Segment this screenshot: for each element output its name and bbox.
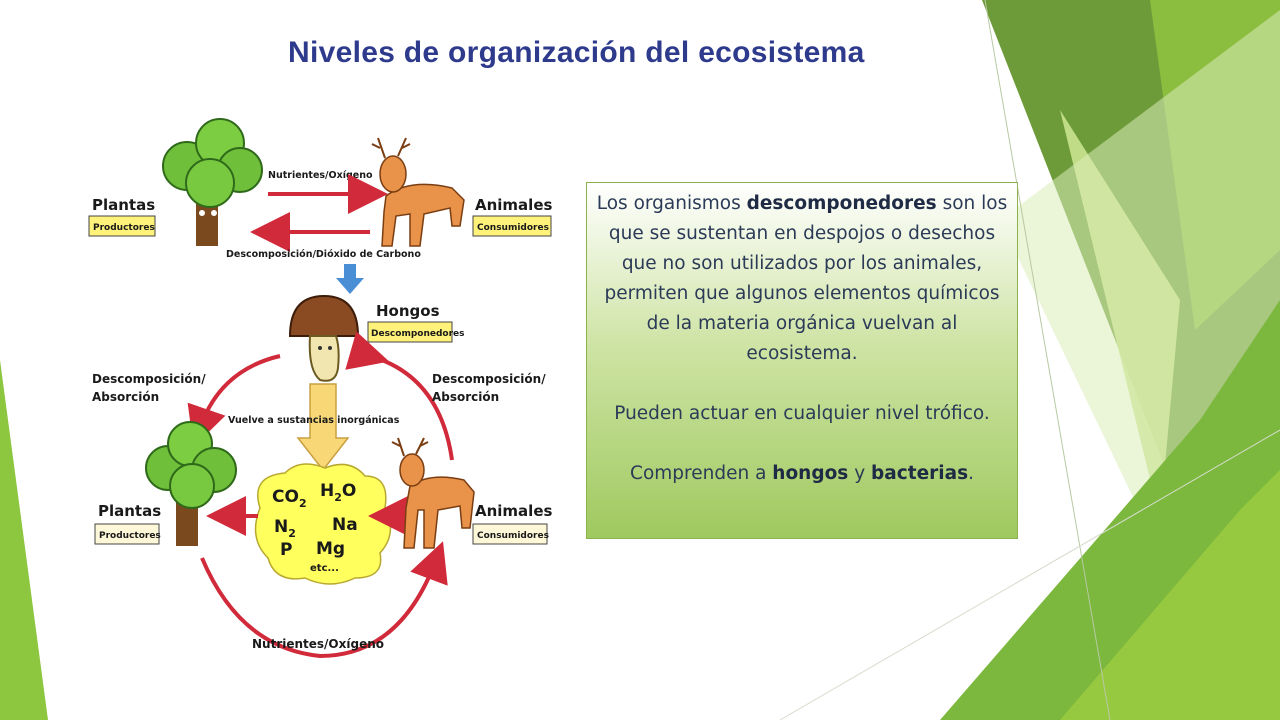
right-cycle-label-2: Absorción: [432, 390, 500, 404]
bacteria-term: bacterias: [871, 463, 969, 484]
deer-icon-bottom: [392, 438, 474, 548]
n2-label: $N_2$: [274, 517, 296, 540]
bottom-animals-label: Animales: [475, 502, 553, 520]
p-label: P: [280, 540, 293, 560]
top-producers-label: Productores: [93, 223, 155, 233]
na-label: Na: [332, 515, 358, 535]
top-plants-label: Plantas: [92, 196, 156, 214]
bottom-plants-label: Plantas: [98, 502, 162, 520]
ecosystem-cycle-diagram: [80, 108, 560, 668]
fungi-term: hongos: [772, 463, 849, 484]
top-animals-label: Animales: [475, 196, 553, 214]
h2o-label: $H_2O$: [320, 481, 357, 504]
tree-icon-top: [163, 119, 262, 246]
middle-arrow-label: Descomposición/Dióxido de Carbono: [226, 249, 421, 260]
etc-label: etc...: [310, 563, 339, 574]
decomposers-info-box: [586, 182, 1018, 539]
blue-down-arrow: [336, 264, 364, 294]
left-cycle-label-1: Descomposición/: [92, 372, 206, 386]
fungi-label: Hongos: [376, 302, 440, 320]
co2-label: $CO_2$: [272, 487, 307, 510]
info-paragraph-1: Los organismos descomponedores son los que se sustentan en despojos o desechos que no son utilizados por los animales, permiten que algunos elementos químicos de la materia orgánica vuelvan al ecosistema.: [596, 193, 1008, 364]
mg-label: Mg: [316, 539, 346, 559]
top-consumers-label: Consumidores: [477, 223, 549, 233]
bottom-producers-label: Productores: [99, 531, 161, 541]
right-cycle-label-1: Descomposición/: [432, 372, 546, 386]
bottom-arrow-label: Nutrientes/Oxígeno: [252, 637, 385, 651]
yellow-down-arrow: [298, 384, 348, 470]
left-cycle-label-2: Absorción: [92, 390, 160, 404]
deer-icon-top: [372, 138, 464, 246]
info-paragraph-2: Pueden actuar en cualquier nivel trófico.: [614, 403, 990, 424]
decomposers-term: descomponedores: [746, 193, 937, 214]
top-arrow-label: Nutrientes/Oxígeno: [268, 170, 373, 181]
inorganic-label: Vuelve a sustancias inorgánicas: [228, 415, 400, 426]
decomposers-label: Descomponedores: [371, 329, 465, 339]
page-title: Niveles de organización del ecosistema: [288, 36, 865, 69]
mushroom-icon: [290, 296, 358, 381]
info-paragraph-3: Comprenden a hongos y bacterias.: [630, 463, 974, 484]
bottom-consumers-label: Consumidores: [477, 531, 549, 541]
left-green-sliver: [0, 360, 48, 720]
